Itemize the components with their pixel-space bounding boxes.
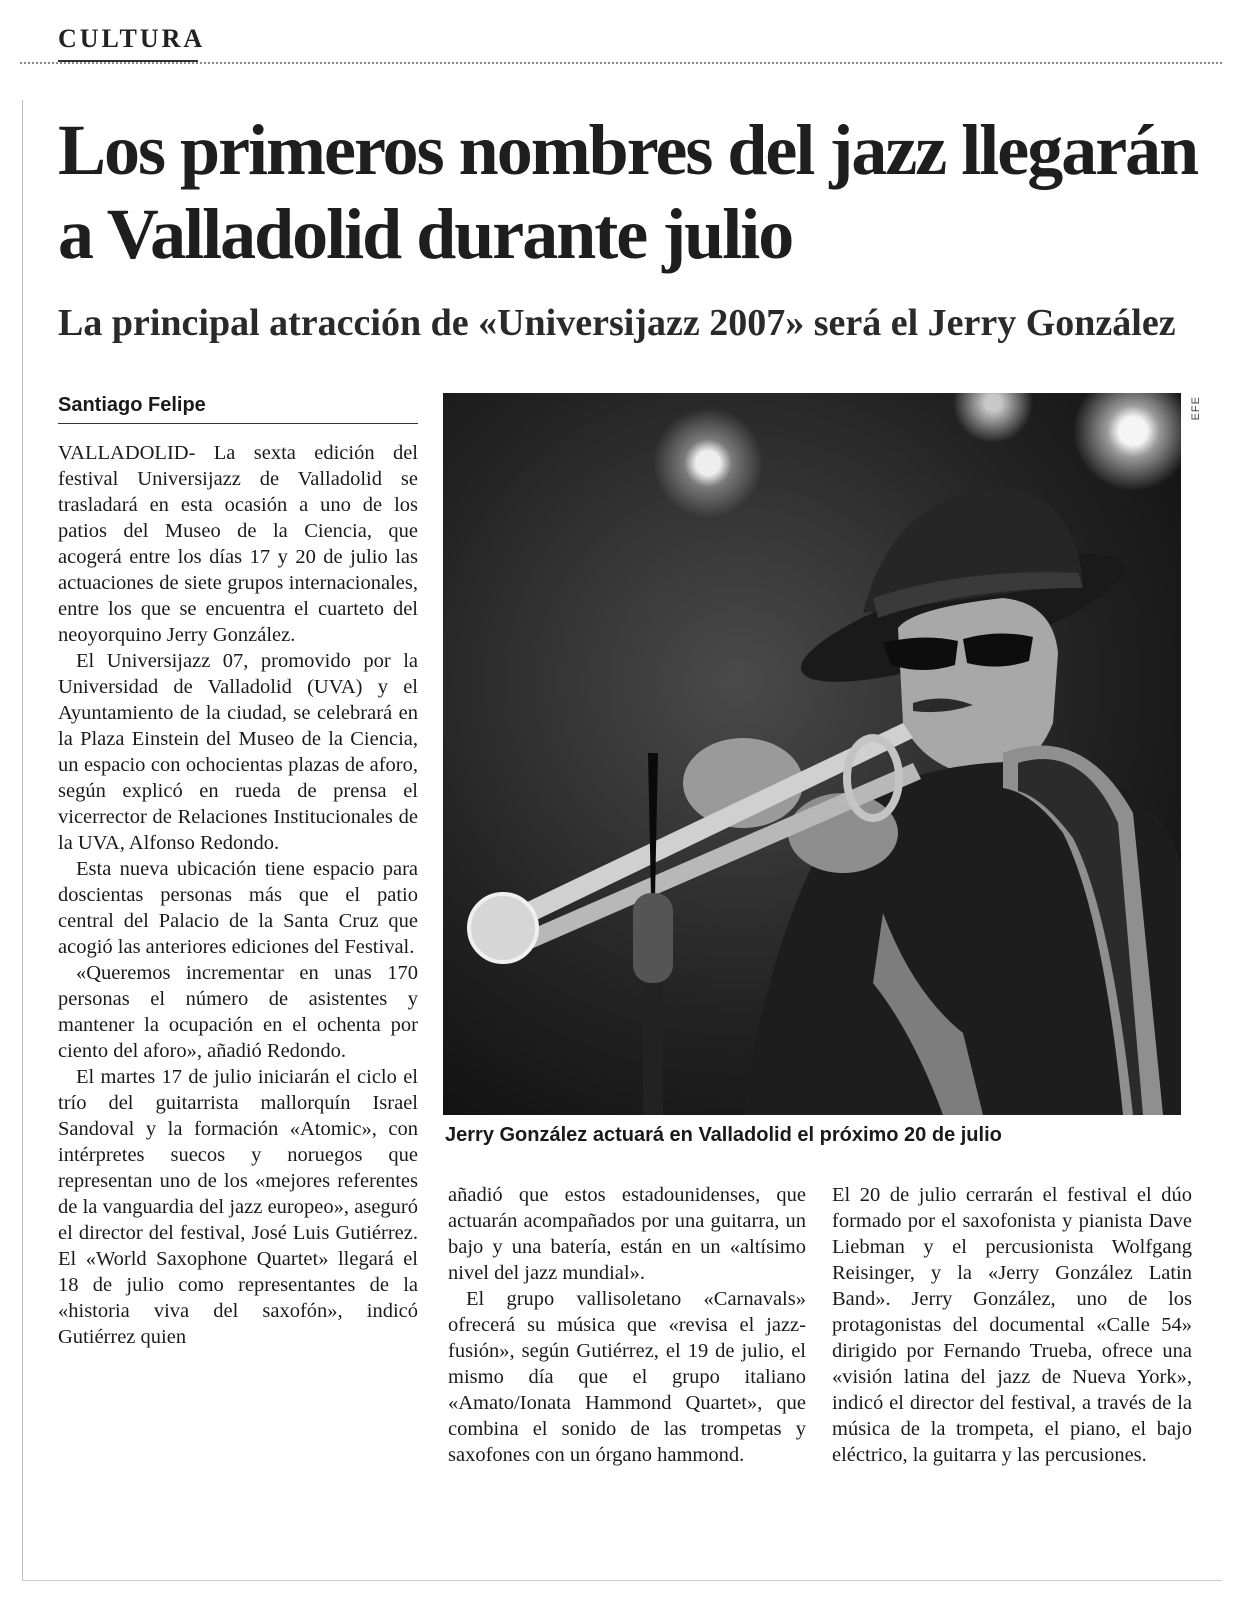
headline: Los primeros nombres del jazz llegarán a Valladolid durante julio (58, 110, 1198, 274)
body-column-2 (448, 1182, 806, 1468)
photo-caption: Jerry González actuará en Valladolid el próximo 20 de julio (445, 1124, 1002, 1146)
photo-credit: EFE (1190, 396, 1202, 421)
subheadline: La principal atracción de «Universijazz 2007» será el Jerry González (58, 302, 1176, 344)
page-margin-line (22, 100, 23, 1580)
paragraph: El 20 de julio cerrarán el festival el dúo formado por el saxofonista y pianista Dave Liebman y el percusionista Wolfgang Reisinger, y la «Jerry González Latin Band». Jerry González, uno de los protagonistas del documental «Calle 54» dirigido por Fernando Trueba, ofrece una «visión latina del jazz de Nueva York», indicó el director del festival, a través de la música de la trompeta, el piano, el bajo eléctrico, la guitarra y las percusiones. (832, 1184, 1192, 1466)
section-label: CULTURA (58, 24, 206, 53)
paragraph: El Universijazz 07, promovido por la Universidad de Valladolid (UVA) y el Ayuntamiento de la ciudad, se celebrará en la Plaza Einstein del Museo de la Ciencia, un espacio con ochocientas plazas de aforo, según explicó en rueda de prensa el vicerrector de Relaciones Institucionales de la UVA, Alfonso Redondo. (58, 650, 418, 854)
page-bottom-line (22, 1580, 1222, 1581)
byline: Santiago Felipe (58, 394, 418, 424)
paragraph: Esta nueva ubicación tiene espacio para doscientas personas más que el patio central del Palacio de la Santa Cruz que acogió las anteriores ediciones del Festival. (58, 858, 418, 958)
paragraph: añadió que estos estadounidenses, que actuarán acompañados por una guitarra, un bajo y una batería, están en un «altísimo nivel del jazz mundial». (448, 1184, 806, 1284)
trumpeter-photo (443, 393, 1181, 1115)
trumpeter-illustration (443, 393, 1181, 1115)
paragraph: VALLADOLID- La sexta edición del festival Universijazz de Valladolid se trasladará en esta ocasión a uno de los patios del Museo de la Ciencia, que acogerá entre los días 17 y 20 de julio las actuaciones de siete grupos internacionales, entre los que se encuentra el cuarteto del neoyorquino Jerry González. (58, 442, 418, 646)
paragraph: El grupo vallisoletano «Carnavals» ofrecerá su música que «revisa el jazz-fusión», según Gutiérrez, el 19 de julio, el mismo día que el grupo italiano «Amato/Ionata Hammond Quartet», que combina el sonido de las trompetas y saxofones con un órgano hammond. (448, 1288, 806, 1466)
section-rule (20, 62, 1224, 64)
body-column-1 (58, 440, 418, 1350)
paragraph: El martes 17 de julio iniciarán el ciclo el trío del guitarrista mallorquín Israel Sandoval y la formación «Atomic», con intérpretes suecos y noruegos que representan uno de los «mejores referentes de la vanguardia del jazz europeo», aseguró el director del festival, José Luis Gutiérrez. El «World Saxophone Quartet» llegará el 18 de julio como representantes de la «historia viva del saxofón», indicó Gutiérrez quien (58, 1066, 418, 1348)
paragraph: «Queremos incrementar en unas 170 personas el número de asistentes y mantener la ocupación en el ochenta por ciento del aforo», añadió Redondo. (58, 962, 418, 1062)
body-column-3 (832, 1182, 1192, 1468)
